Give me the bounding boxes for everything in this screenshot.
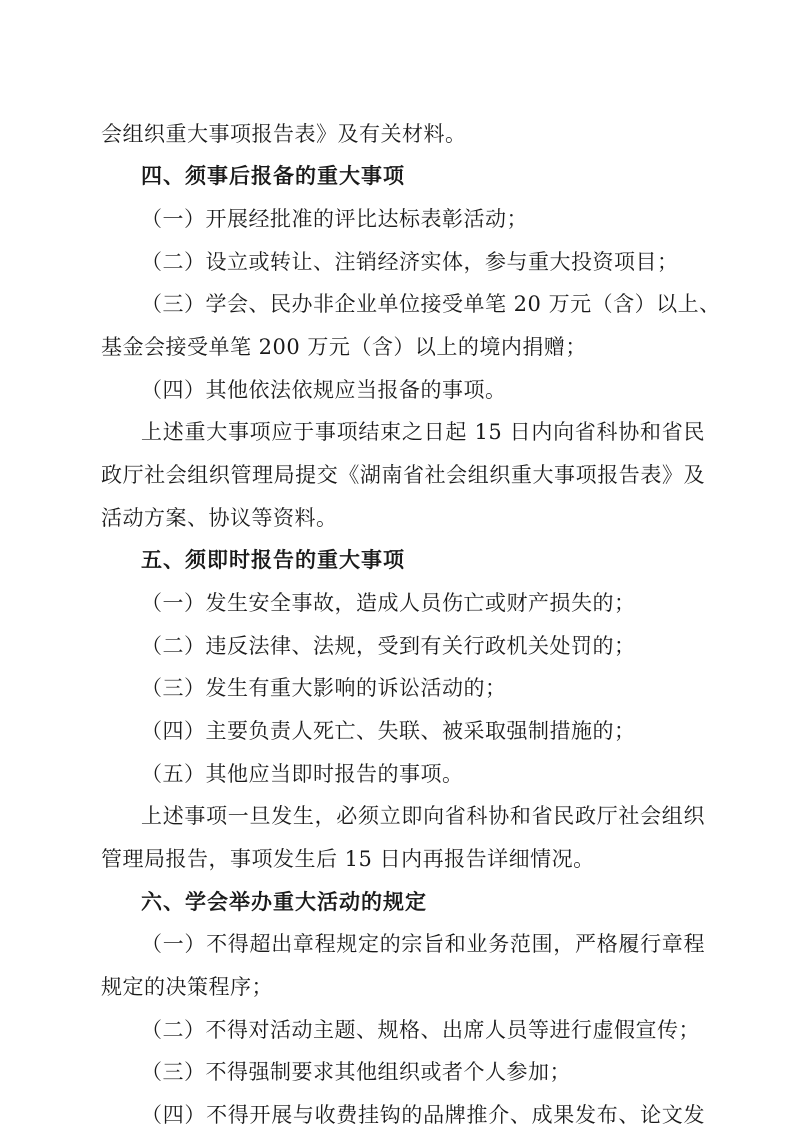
- list-item: （四）其他依法依规应当报备的事项。: [141, 378, 507, 402]
- list-item: （二）设立或转让、注销经济实体，参与重大投资项目；: [141, 250, 679, 274]
- list-item: （一）发生安全事故，造成人员伤亡或财产损失的；: [141, 591, 636, 615]
- list-item: （三）发生有重大影响的诉讼活动的；: [141, 676, 507, 700]
- section-heading-5: 五、须即时报告的重大事项: [141, 548, 405, 572]
- list-item: （三）不得强制要求其他组织或者个人参加；: [141, 1060, 571, 1084]
- list-item: （四）不得开展与收费挂钩的品牌推介、成果发布、论文发: [141, 1103, 705, 1127]
- section-heading-4: 四、须事后报备的重大事项: [141, 164, 405, 188]
- body-text-line: 会组织重大事项报告表》及有关材料。: [101, 122, 467, 146]
- paragraph-line: 管理局报告，事项发生后 15 日内再报告详细情况。: [101, 847, 595, 871]
- list-item: （二）不得对活动主题、规格、出席人员等进行虚假宣传；: [141, 1018, 700, 1042]
- list-item: （一）开展经批准的评比达标表彰活动；: [141, 207, 528, 231]
- list-item: （五）其他应当即时报告的事项。: [141, 762, 464, 786]
- body-text-line: 基金会接受单笔 200 万元（含）以上的境内捐赠；: [101, 335, 587, 359]
- paragraph-line: 活动方案、协议等资料。: [101, 506, 338, 530]
- paragraph-line: 上述重大事项应于事项结束之日起 15 日内向省科协和省民: [141, 420, 705, 444]
- list-item: （二）违反法律、法规，受到有关行政机关处罚的；: [141, 634, 636, 658]
- list-item: （三）学会、民办非企业单位接受单笔 20 万元（含）以上、: [141, 292, 721, 316]
- paragraph-line: 上述事项一旦发生，必须立即向省科协和省民政厅社会组织: [141, 804, 705, 828]
- section-heading-6: 六、学会举办重大活动的规定: [141, 890, 427, 914]
- list-item: （一）不得超出章程规定的宗旨和业务范围，严格履行章程: [141, 932, 705, 956]
- list-item: （四）主要负责人死亡、失联、被采取强制措施的；: [141, 719, 636, 743]
- body-text-line: 规定的决策程序；: [101, 975, 273, 999]
- paragraph-line: 政厅社会组织管理局提交《湖南省社会组织重大事项报告表》及: [101, 463, 705, 487]
